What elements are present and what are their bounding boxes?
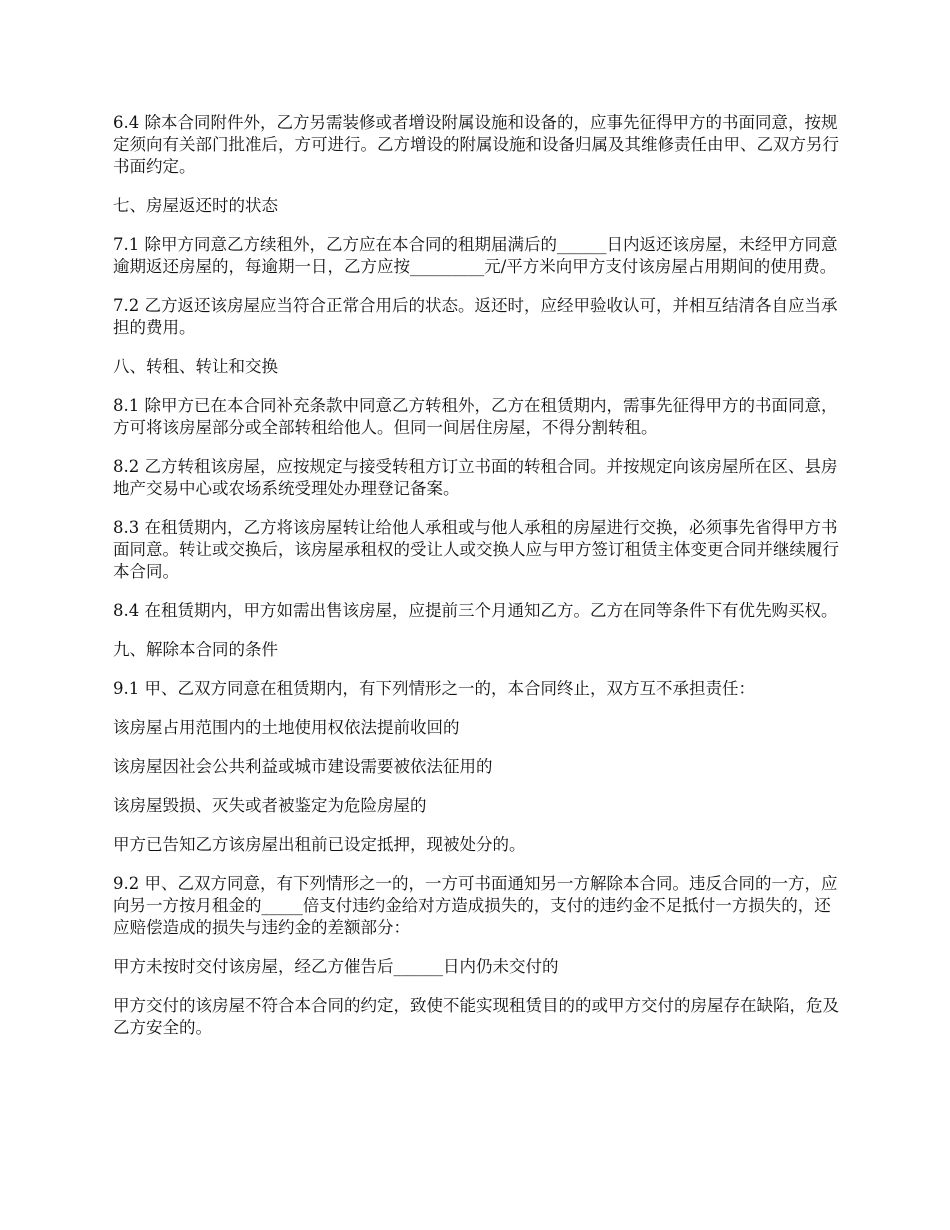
clause-9-1-item-4: 甲方已告知乙方该房屋出租前已设定抵押，现被处分的。	[113, 835, 526, 854]
clause-8-2: 8.2 乙方转租该房屋，应按规定与接受转租方订立书面的转租合同。并按规定向该房屋所在区、县房地产交易中心或农场系统受理处办理登记备案。	[113, 457, 838, 498]
clause-9-2-item-2: 甲方交付的该房屋不符合本合同的约定，致使不能实现租赁目的的或甲方交付的房屋存在缺陷，危及乙方安全的。	[113, 996, 839, 1037]
clause-7-2: 7.2 乙方返还该房屋应当符合正常合用后的状态。返还时，应经甲验收认可，并相互结清各自应当承担的费用。	[113, 296, 838, 337]
clause-7-1: 7.1 除甲方同意乙方续租外，乙方应在本合同的租期届满后的______日内返还该房屋，未经甲方同意逾期返还房屋的，每逾期一日，乙方应按_________元/平方米向甲方支付该房屋占用期间的使用费。	[113, 235, 838, 276]
clause-6-4: 6.4 除本合同附件外，乙方另需装修或者增设附属设施和设备的，应事先征得甲方的书面同意，按规定须向有关部门批准后，方可进行。乙方增设的附属设施和设备归属及其维修责任由甲、乙双方另行书面约定。	[113, 113, 839, 176]
clause-9-1: 9.1 甲、乙双方同意在租赁期内，有下列情形之一的，本合同终止，双方互不承担责任：	[113, 679, 755, 698]
clause-8-3: 8.3 在租赁期内，乙方将该房屋转让给他人承租或与他人承租的房屋进行交换，必须事先省得甲方书面同意。转让或交换后，该房屋承租权的受让人或交换人应与甲方签订租赁主体变更合同并继续履行本合同。	[113, 518, 839, 581]
section-heading-9: 九、解除本合同的条件	[113, 640, 278, 659]
clause-9-1-item-3: 该房屋毁损、灭失或者被鉴定为危险房屋的	[113, 796, 427, 815]
section-heading-8: 八、转租、转让和交换	[113, 357, 278, 376]
document-body	[113, 112, 843, 1039]
section-heading-7: 七、房屋返还时的状态	[113, 196, 278, 215]
clause-9-1-item-1: 该房屋占用范围内的土地使用权依法提前收回的	[113, 718, 460, 737]
clause-8-1: 8.1 除甲方已在本合同补充条款中同意乙方转租外，乙方在租赁期内，需事先征得甲方的书面同意，方可将该房屋部分或全部转租给他人。但同一间居住房屋，不得分割转租。	[113, 396, 838, 437]
clause-8-4: 8.4 在租赁期内，甲方如需出售该房屋，应提前三个月通知乙方。乙方在同等条件下有优先购买权。	[113, 601, 838, 620]
clause-9-2-item-1: 甲方未按时交付该房屋，经乙方催告后______日内仍未交付的	[113, 957, 559, 976]
clause-9-1-item-2: 该房屋因社会公共利益或城市建设需要被依法征用的	[113, 757, 493, 776]
clause-9-2: 9.2 甲、乙双方同意，有下列情形之一的，一方可书面通知另一方解除本合同。违反合同的一方，应向另一方按月租金的_____倍支付违约金给对方造成损失的，支付的违约金不足抵付一方损失的，还应赔偿造成的损失与违约金的差额部分：	[113, 874, 838, 937]
